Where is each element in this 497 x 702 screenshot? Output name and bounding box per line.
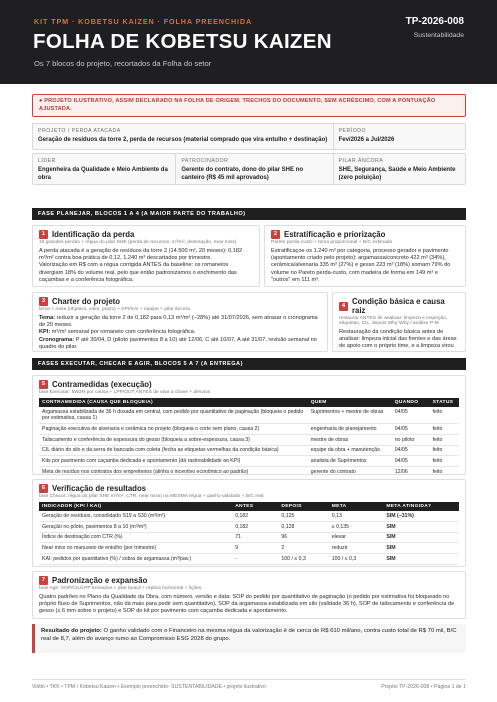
block-4-p1: Restauração da condição básica antes de analisar: limpeza inicial das frentes e das áreas de apoio com o próprio time, e a limpeza virou xyxy=(339,329,457,350)
table-cell: reduzir xyxy=(329,543,384,554)
block-2-title-row xyxy=(271,230,459,239)
info-cell-projeto xyxy=(33,124,334,149)
footer-right: Projeto TP-2026-008 • Página 1 de 1 xyxy=(381,684,466,690)
info-row-1 xyxy=(32,123,466,150)
table-cell: Geração de resíduos, consolidado S19 a S30 (m³/m²) xyxy=(39,511,232,521)
col-header: QUEM xyxy=(308,398,392,407)
table-row xyxy=(39,434,459,445)
table-cell: 04/05 xyxy=(392,407,430,424)
table-row xyxy=(39,445,459,456)
block-6-title: Verificação de resultados xyxy=(52,484,147,493)
doc-id: TP-2026-008 xyxy=(405,16,464,27)
table-row xyxy=(39,543,459,554)
block-number-badge: 6 xyxy=(39,484,48,493)
table-cell: mestre de obras xyxy=(308,434,392,445)
block-2-p1: Estratificaçoe os 1.240 m³ por categoria, processo gerador e pavimento (apontamento criado pelo projeto): argamassa/concreto 422 m³ (34%), cerâmica/alvenaria 335 m³ (27%) e gesso 223 m³ (18%) somam 79% do volume no Pareto perda-custo, com madeira de forma em 149 m³ e "outros" em 111 m³. xyxy=(271,248,451,283)
cronograma-label: Cronograma: xyxy=(39,336,75,343)
table-cell: 0,13 xyxy=(329,511,384,521)
table-cell: 0,125 xyxy=(278,511,328,521)
table-cell: equipe da obra + manutenção xyxy=(308,445,392,456)
table-cell: 96 xyxy=(278,532,328,543)
table-cell xyxy=(39,564,232,567)
block-4-title: Condição básica e causa raiz xyxy=(352,297,445,315)
info-cell-patrocinador xyxy=(176,154,333,184)
table-cell: Near miss no manuseio de entulho (por trimestre) xyxy=(39,543,232,554)
col-header: META xyxy=(329,502,384,511)
cronograma-text: P até 30/04, D (piloto pavimentos 8 a 10) até 12/06, C até 10/07, A até 31/07, revisão semanal no quadro do pilar. xyxy=(39,336,317,350)
table-row xyxy=(39,564,459,567)
table-cell: Kits por pavimento com caçamba dedicada e apontamento (dá rastreabilidade ao KPI) xyxy=(39,456,308,467)
table-cell xyxy=(278,564,328,567)
page-title: FOLHA DE KOBETSU KAIZEN xyxy=(33,30,332,53)
block-7-meta: fase Agir: SOP/CIL/LPP treinados + pilar board + réplica horizontal + lições xyxy=(39,586,202,591)
kpi-label: KPI: xyxy=(39,329,51,336)
block-2-card xyxy=(264,225,466,287)
info-label: PROJETO / PERDA ATACADA xyxy=(38,128,121,134)
table-cell: feito xyxy=(430,467,459,475)
table-cell: engenharia de planejamento xyxy=(308,424,392,435)
info-label: PILAR ÂNCORA xyxy=(338,158,384,164)
table-cell: Índice de destinação com CTR (%) xyxy=(39,532,232,543)
block-5-card xyxy=(32,375,466,475)
header-kicker: KIT TPM · KOBETSU KAIZEN · FOLHA PREENCHIDA xyxy=(34,17,253,26)
info-label: LÍDER xyxy=(38,158,56,164)
table-cell: Geração no piloto, pavimentos 8 a 10 (m³/m²) xyxy=(39,521,232,532)
info-value: Fev/2026 a Jul/2026 xyxy=(338,137,395,143)
info-value: Engenheira da Qualidade e Meio Ambiente da obra xyxy=(38,167,168,181)
table-cell: Taliscamento e conferência de espessura do gesso (bloqueia a sobre-espessura, causa 3) xyxy=(39,434,308,445)
block-number-badge: 3 xyxy=(39,297,48,306)
block-4-card xyxy=(332,292,466,352)
table-header-row xyxy=(39,502,459,511)
table-row xyxy=(39,532,459,543)
table-cell: 0,182 xyxy=(232,521,278,532)
block-5-title: Contramedidas (execução) xyxy=(52,380,152,389)
table-cell: 9 xyxy=(232,543,278,554)
block-1-title: Identificação da perda xyxy=(52,230,135,239)
col-header: INDICADOR (KPI / KAI) xyxy=(39,502,232,511)
block-2-title: Estratificação e priorização xyxy=(284,230,386,239)
table-row xyxy=(39,407,459,424)
table-cell: analista de Suprimentos xyxy=(308,456,392,467)
project-result-callout xyxy=(32,624,466,653)
block-6-meta: fase Checar: régua do pilar SHE m³/m², CTR, near miss) na MESMA régua + ganho validado + B/C real xyxy=(39,494,264,499)
table-cell: CIL diário do silo e da serra de bancada com coleta (fecha as etiquetas vermelhas da condição básica) xyxy=(39,445,308,456)
table-cell: feito xyxy=(430,445,459,456)
result-label: Resultado do projeto: xyxy=(41,628,102,634)
block-6-title-row xyxy=(39,484,459,493)
block-number-badge: 2 xyxy=(271,230,280,239)
block-7-title-row xyxy=(39,576,459,585)
table-cell: ≤ 0,135 xyxy=(329,521,384,532)
page-subtitle: Os 7 blocos do projeto, recortados da Folha do setor xyxy=(34,59,212,68)
table-cell: feito xyxy=(430,407,459,424)
table-cell: 04/05 xyxy=(392,424,430,435)
contramedidas-table xyxy=(39,398,459,475)
col-header: QUANDO xyxy=(392,398,430,407)
table-cell: Meta de resíduo nos contratos dos empreiteiros (alinha o incentivo econômico ao padrão) xyxy=(39,467,308,475)
col-header: CONTRAMEDIDA (CAUSA QUE BLOQUEIA) xyxy=(39,398,308,407)
col-header: META ATINGIDA? xyxy=(383,502,459,511)
info-cell-pilar xyxy=(334,154,465,184)
result-text: O ganho validado com o Financeiro na mesma régua da valorização é de cerca de R$ 610 mil/ano, contra custo total de R$ 70 mil, B/C real de 8,7, além do avanço rumo ao Compromisso ESG 2028 do grupo. xyxy=(41,628,457,642)
block-7-card xyxy=(32,571,466,619)
verificacao-table xyxy=(39,502,459,567)
doc-status: Sustentabilidade xyxy=(413,32,464,39)
table-row xyxy=(39,554,459,565)
info-value: SHE, Segurança, Saúde e Meio Ambiente (zero poluição) xyxy=(338,167,456,181)
table-row xyxy=(39,521,459,532)
block-number-badge: 7 xyxy=(39,576,48,585)
illustrative-banner: ● PROJETO ILUSTRATIVO, ASSIM DECLARADO NA FOLHA DE ORIGEM. TRECHOS DO DOCUMENTO, SEM ACRÉSCIMO, COM A PONTUAÇÃO AJUSTADA. xyxy=(32,94,466,117)
footer-left: Voltto • TKK • TPM / Kobetsu Kaizen • Exemplo preenchido- SUSTENTABILIDADE • projeto ilustrativo xyxy=(32,684,266,690)
table-cell: 04/05 xyxy=(392,445,430,456)
table-cell: feito xyxy=(430,456,459,467)
block-5-meta: fase Executar: 5W2H por causa + LPP/OUT ANTES de virar a chave + desvios xyxy=(39,390,211,395)
block-3-title: Charter do projeto xyxy=(52,297,121,306)
table-cell: feito xyxy=(430,434,459,445)
block-number-badge: 1 xyxy=(39,230,48,239)
block-4-meta: restaurar ANTES de analisar: limpeza e inspeção, etiquetas, CIL, depois Why-Why / análise P-M xyxy=(339,316,448,326)
block-4-title-row xyxy=(339,297,459,315)
meta-atingida-cell: SIM xyxy=(383,554,459,565)
block-number-badge: 4 xyxy=(339,302,348,311)
info-label: PERÍODO xyxy=(338,128,367,134)
table-cell: 2 xyxy=(278,543,328,554)
block-1-card xyxy=(32,225,260,287)
table-cell: gerente do contrato xyxy=(308,467,392,475)
info-row-2 xyxy=(32,153,466,185)
info-cell-lider xyxy=(33,154,176,184)
block-3-tema xyxy=(39,315,321,329)
block-1-meta: 16 grandes perdas + régua do pilar SHE (perda de recursos: m³/m², destinação, near miss) xyxy=(39,240,237,245)
meta-atingida-cell: SIM xyxy=(383,543,459,554)
meta-atingida-cell: SIM xyxy=(383,532,459,543)
info-cell-periodo xyxy=(334,124,465,149)
table-cell: Argamassa estabilizada de 36 h dosada em central, com pedido por quantitativo de paginação (bloqueia o pedido por estimativa, causa 1) xyxy=(39,407,308,424)
phase-planejar-header: FASE PLANEJAR, BLOCOS 1 A 4 (A MAIOR PARTE DO TRABALHO) xyxy=(32,208,466,220)
table-cell: elevar xyxy=(329,532,384,543)
table-cell: - xyxy=(232,554,278,565)
table-cell xyxy=(329,564,384,567)
table-cell: KAI: pedidos por quantitativo (%) / sobra de argamassa (m³/pav.) xyxy=(39,554,232,565)
meta-atingida-cell: SIM xyxy=(383,521,459,532)
block-3-meta: tema + meta (objetivo, valor, prazo) + KPI/KAI + equipe + pilar âncora xyxy=(39,307,190,312)
table-header-row xyxy=(39,398,459,407)
table-row xyxy=(39,511,459,521)
block-3-kpi xyxy=(39,329,321,336)
info-label: PATROCINADOR xyxy=(181,158,229,164)
block-1-p1: A perda atacada é a geração de resíduos da torre 2 (14.500 m², 20 meses): 0,182 m³/m² contra boa prática de 0,12, 1.240 m³ descartados por trimestre. xyxy=(39,248,243,262)
table-cell: 71 xyxy=(232,532,278,543)
table-cell: feito xyxy=(430,424,459,435)
block-3-cronograma xyxy=(39,337,321,351)
table-row xyxy=(39,456,459,467)
block-3-card xyxy=(32,292,328,352)
block-number-badge: 5 xyxy=(39,380,48,389)
phase-executar-header: FASES EXECUTAR, CHECAR E AGIR, BLOCOS 5 A 7 (A ENTREGA) xyxy=(32,358,466,370)
meta-atingida-cell: SIM (−31%) xyxy=(383,511,459,521)
block-5-title-row xyxy=(39,380,459,389)
table-cell: 100 / ≤ 0,3 xyxy=(278,554,328,565)
block-7-title: Padronização e expansão xyxy=(52,576,148,585)
table-cell: Suprimentos + mestre de obras xyxy=(308,407,392,424)
col-header: STATUS xyxy=(430,398,459,407)
tema-label: Tema: xyxy=(39,315,56,321)
table-cell xyxy=(232,564,278,567)
info-value: Geração de resíduos da torre 2, perda de recursos (material comprado que vira entulho + destinação) xyxy=(38,137,328,143)
table-cell: Paginação executiva de alvenaria e cerâmica no projeto (bloqueia o corte sem plano, causa 2) xyxy=(39,424,308,435)
block-1-p2: Valorização em R$ com a régua corrigida ANTES da baseline: os romaneios divergiam 18% do volume real, pelo que então padronizamos o enchimento das caçambas e a conferência fotográfica. xyxy=(39,262,237,283)
table-cell: no piloto xyxy=(392,434,430,445)
table-cell: 100 / ≤ 0,3 xyxy=(329,554,384,565)
col-header: ANTES xyxy=(232,502,278,511)
meta-atingida-cell xyxy=(383,564,459,567)
kpi-text: m³/m² semanal por romaneio com conferência fotográfica. xyxy=(51,329,196,336)
table-cell: 0,182 xyxy=(232,511,278,521)
block-3-title-row xyxy=(39,297,321,306)
col-header: DEPOIS xyxy=(278,502,328,511)
block-7-p1: Quatro padrões no Plano da Qualidade da Obra, com número, versão e data: SOP do pedido por quantitativo de paginação (o pedido por estimativa foi bloqueado no próprio fluxo de Suprimentos, não dá mais para pedir sem quantitativo), SOP da argamassa estabilizada em silo (validade 36 h), SOP de taliscamento e conferência de gesso (≤ 6 mm sobre o projeto) e SOP do kit por pavimento com caçamba dedicada e apontamento. xyxy=(39,594,455,615)
page-footer xyxy=(32,679,466,690)
block-2-meta: Pareto perda-custo + tema proporcional + B/C estimado xyxy=(271,240,393,245)
table-row xyxy=(39,467,459,475)
tema-text: reduzir a geração da torre 2 de 0,182 para 0,13 m³/m² (−28%) até 31/07/2026, sem atrasar o cronograma de 20 meses. xyxy=(39,315,318,329)
table-cell: 04/05 xyxy=(392,456,430,467)
table-cell: 0,128 xyxy=(278,521,328,532)
block-6-card xyxy=(32,479,466,567)
info-value: Gerente do contrato, dono do pilar SHE no canteiro (R$ 45 mil aprovados) xyxy=(181,167,304,181)
block-1-title-row xyxy=(39,230,253,239)
page-header xyxy=(0,0,497,84)
table-row xyxy=(39,424,459,435)
table-cell: 12/06 xyxy=(392,467,430,475)
